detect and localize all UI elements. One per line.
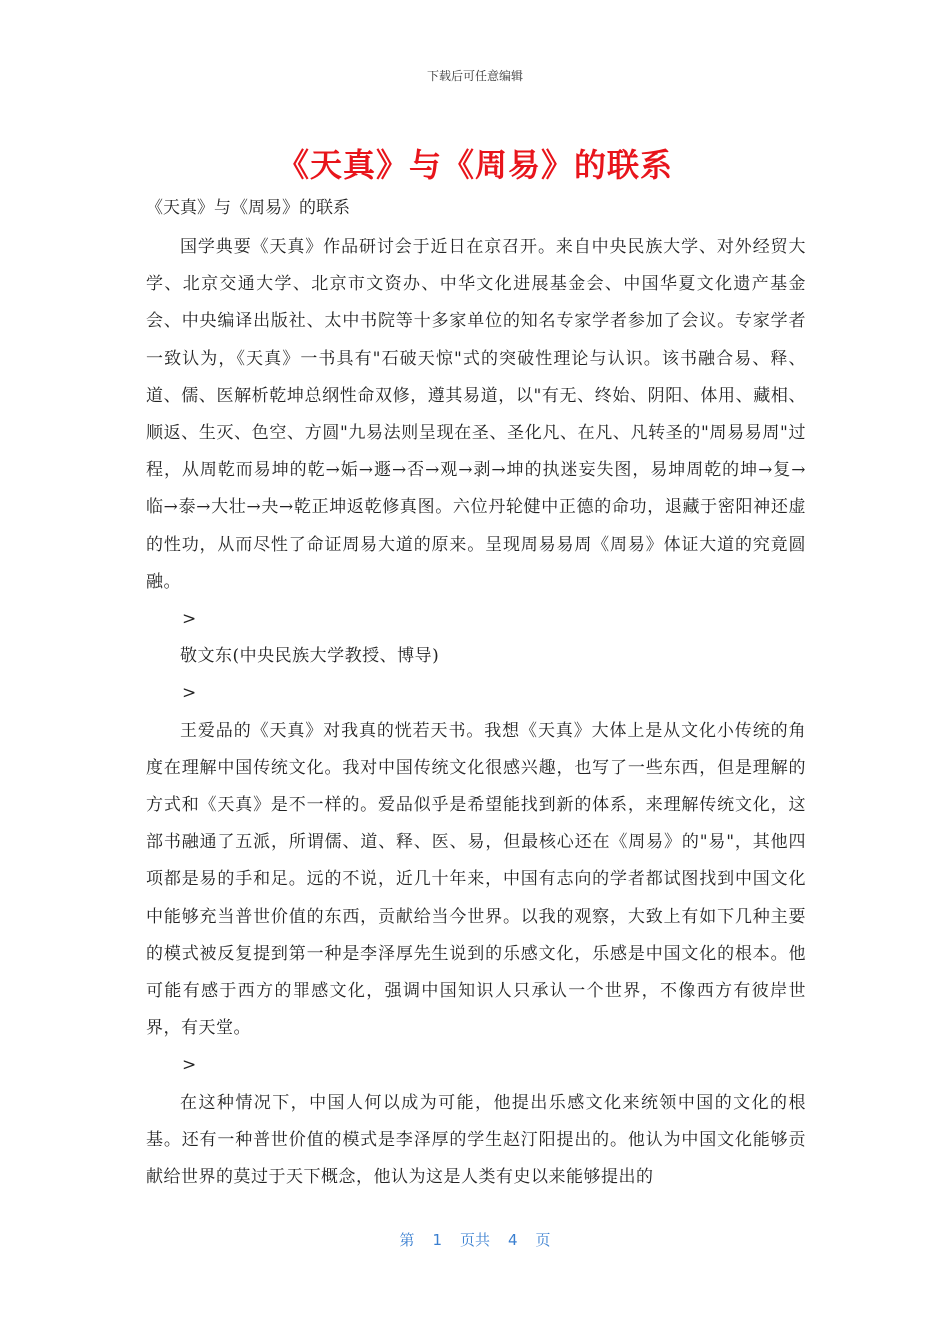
document-title: 《天真》与《周易》的联系 — [276, 146, 673, 184]
document-subtitle: 《天真》与《周易》的联系 — [146, 198, 350, 218]
footer-page-number: 1 — [432, 1231, 442, 1249]
footer-of-label: 页共 — [459, 1231, 490, 1249]
footer-total-pages: 4 — [508, 1231, 518, 1249]
page-footer — [0, 1229, 950, 1250]
paragraph-intro: 国学典要《天真》作品研讨会于近日在京召开。来自中央民族大学、对外经贸大学、北京交通大学、北京市文资办、中华文化进展基金会、中国华夏文化遗产基金会、中央编译出版社、太中书院等十多家单位的知名专家学者参加了会议。专家学者一致认为，《天真》一书具有"石破天惊"式的突破性理论与认识。该书融合易、释、道、儒、医解析乾坤总纲性命双修，遵其易道，以"有无、终始、阴阳、体用、藏相、顺返、生灭、色空、方圆"九易法则呈现在圣、圣化凡、在凡、凡转圣的"周易易周"过程，从周乾而易坤的乾→姤→遯→否→观→剥→坤的执迷妄失图，易坤周乾的坤→复→临→泰→大壮→夬→乾正坤返乾修真图。六位丹轮健中正德的命功，退藏于密阳神还虚的性功，从而尽性了命证周易大道的原来。呈现周易易周《周易》体证大道的究竟圆融。 — [146, 237, 806, 592]
document-body — [146, 229, 806, 1196]
footer-unit: 页 — [535, 1231, 551, 1249]
speaker-name: 敬文东(中央民族大学教授、博导) — [180, 646, 440, 667]
page-header-note: 下载后可任意编辑 — [426, 69, 523, 83]
paragraph-speech-1: 王爱品的《天真》对我真的恍若天书。我想《天真》大体上是从文化小传统的角度在理解中国传统文化。我对中国传统文化很感兴趣，也写了一些东西，但是理解的方式和《天真》是不一样的。爱品似乎是希望能找到新的体系，来理解传统文化，这部书融通了五派，所谓儒、道、释、医、易，但最核心还在《周易》的"易"，其他四项都是易的手和足。远的不说，近几十年来，中国有志向的学者都试图找到中国文化中能够充当普世价值的东西，贡献给当今世界。以我的观察，大致上有如下几种主要的模式被反复提到第一种是李泽厚先生说到的乐感文化，乐感是中国文化的根本。他可能有感于西方的罪感文化，强调中国知识人只承认一个世界，不像西方有彼岸世界，有天堂。 — [146, 720, 806, 1039]
footer-page-label: 第 — [399, 1231, 415, 1249]
paragraph-speech-2: 在这种情况下，中国人何以成为可能，他提出乐感文化来统领中国的文化的根基。还有一种普世价值的模式是李泽厚的学生赵汀阳提出的。他认为中国文化能够贡献给世界的莫过于天下概念，他认为这是人类有史以来能够提出的 — [146, 1092, 806, 1188]
section-marker: > — [182, 609, 197, 630]
section-marker: > — [182, 683, 197, 704]
section-marker: > — [182, 1055, 197, 1076]
